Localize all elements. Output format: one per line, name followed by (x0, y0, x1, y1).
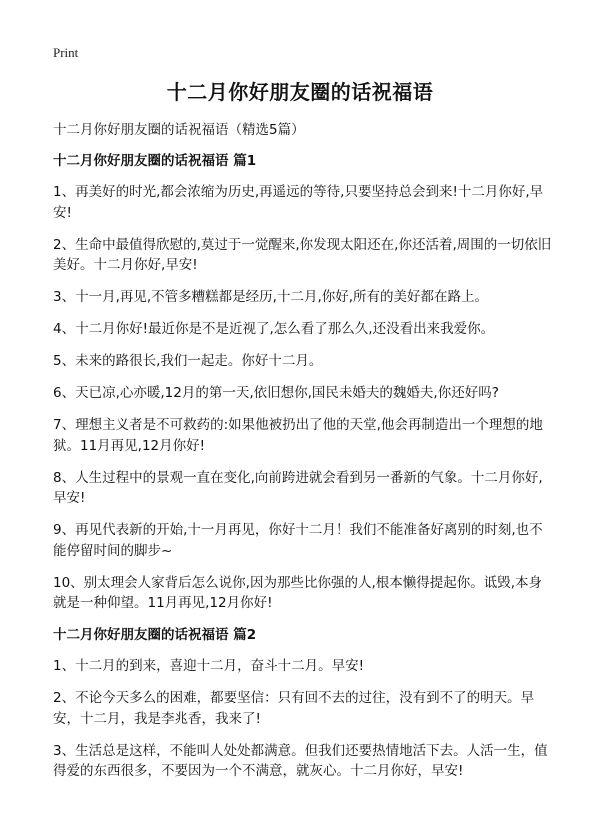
paragraph: 8、人生过程中的景观一直在变化,向前跨进就会看到另一番新的气象。十二月你好,早安! (53, 469, 543, 506)
paragraph: 9、再见代表新的开始,十一月再见，你好十二月！我们不能准备好离别的时刻,也不能停留时间的脚步~ (53, 522, 543, 559)
page-title: 十二月你好朋友圈的话祝福语 (166, 80, 434, 104)
print-link[interactable]: Print (53, 45, 79, 60)
paragraph: 2、不论今天多么的困难，都要坚信：只有回不去的过往，没有到不了的明天。早安，十二月，我是李兆香，我来了! (53, 690, 535, 727)
paragraph: 6、天已凉,心亦暖,12月的第一天,依旧想你,国民未婚夫的魏婚夫,你还好吗? (53, 385, 499, 401)
section-heading: 十二月你好朋友圈的话祝福语 篇1 (53, 153, 257, 169)
section-heading: 十二月你好朋友圈的话祝福语 篇2 (53, 627, 257, 643)
paragraph: 5、未来的路很长,我们一起走。你好十二月。 (53, 353, 323, 369)
paragraph: 3、十一月,再见,不管多糟糕都是经历,十二月,你好,所有的美好都在路上。 (53, 289, 489, 305)
paragraph: 1、再美好的时光,都会浓缩为历史,再遥远的等待,只要坚持总会到来!十二月你好,早安! (53, 184, 544, 221)
section-1 (53, 151, 553, 614)
document-subtitle: 十二月你好朋友圈的话祝福语（精选5篇） (53, 122, 305, 138)
paragraph: 2、生命中最值得欣慰的,莫过于一觉醒来,你发现太阳还在,你还活着,周围的一切依旧美好。十二月你好,早安! (53, 236, 552, 273)
paragraph: 10、别太理会人家背后怎么说你,因为那些比你强的人,根本懒得提起你。诋毁,本身就是一种仰望。11月再见,12月你好! (53, 574, 543, 611)
paragraph: 7、理想主义者是不可救药的:如果他被扔出了他的天堂,他会再制造出一个理想的地狱。11月再见,12月你好! (53, 417, 543, 454)
document-body (53, 120, 553, 793)
section-2 (53, 625, 553, 782)
paragraph: 4、十二月你好!最近你是不是近视了,怎么看了那么久,还没看出来我爱你。 (53, 321, 495, 337)
paragraph: 3、生活总是这样，不能叫人处处都满意。但我们还要热情地活下去。人活一生，值得爱的东西很多，不要因为一个不满意，就灰心。十二月你好，早安! (53, 742, 548, 779)
paragraph: 1、十二月的到来，喜迎十二月，奋斗十二月。早安! (53, 658, 365, 674)
